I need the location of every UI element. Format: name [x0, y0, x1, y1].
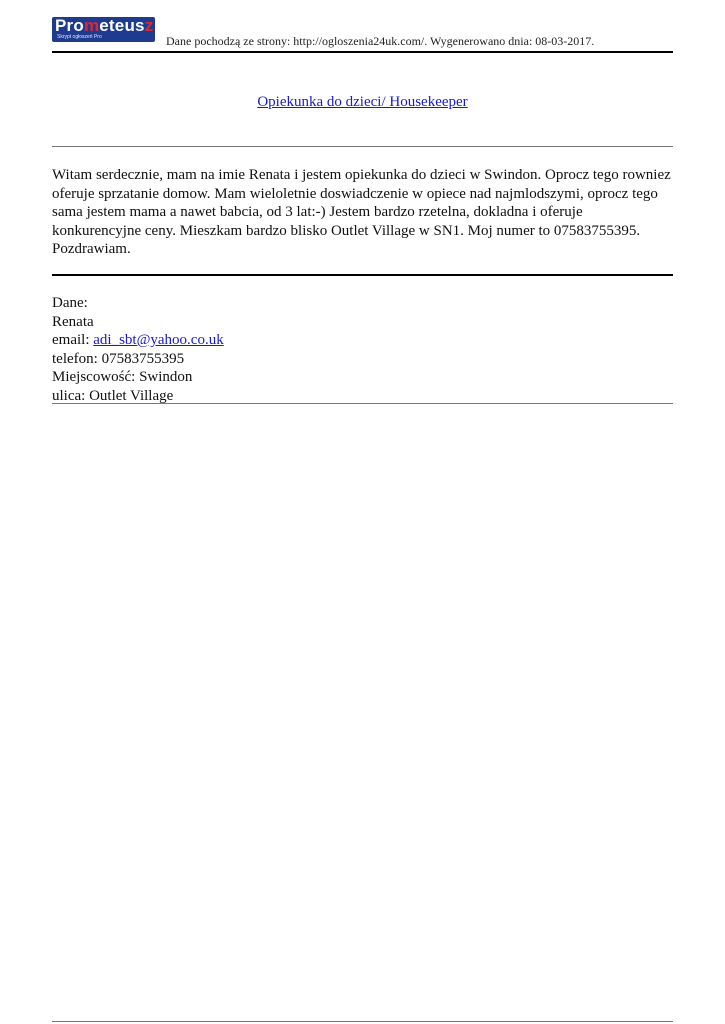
- details-heading: Dane:: [52, 295, 88, 311]
- footer-divider: [52, 1021, 673, 1022]
- contact-phone: telefon: 07583755395: [52, 350, 185, 367]
- email-label: email:: [52, 332, 94, 348]
- details-divider: [52, 403, 673, 404]
- contact-name: Renata: [52, 313, 94, 330]
- contact-city: Miejscowość: Swindon: [52, 369, 193, 385]
- listing-title: [0, 93, 725, 111]
- logo-tagline: Skrypt ogłoszeń Pro: [57, 34, 102, 40]
- listing-description: Witam serdecznie, mam na imie Renata i jestem opiekunka do dzieci w Swindon. Oprocz tego rowniez oferuje sprzatanie domow. Mam wieloletnie doswiadczenie w opiece nad najmlodszymi, oprocz tego sama jestem mama a nawet babcia, od 3 lat:-) Jestem bardzo rzetelna, dokladna i oferuje konkurencyjne ceny. Mieszkam bardzo blisko Outlet Village w SN1. Moj numer to 07583755395. Pozdrawiam.: [52, 167, 671, 257]
- contact-street: ulica: Outlet Village: [52, 387, 174, 404]
- contact-email-row: [52, 331, 224, 350]
- contact-details: [52, 294, 224, 405]
- email-link[interactable]: adi_sbt@yahoo.co.uk: [93, 332, 224, 348]
- description-divider: [52, 274, 673, 276]
- prometeusz-logo: [52, 17, 155, 42]
- title-divider: [52, 146, 673, 147]
- source-info: Dane pochodzą ze strony: http://ogloszenia24uk.com/. Wygenerowano dnia: 08-03-2017.: [166, 34, 595, 48]
- logo-word-part: eteus: [99, 17, 145, 35]
- logo-word-part: m: [83, 17, 100, 35]
- header-divider: [52, 51, 673, 53]
- listing-title-link[interactable]: Opiekunka do dzieci/ Housekeeper: [257, 94, 468, 110]
- logo-word-part: z: [144, 17, 154, 35]
- logo-word-part: Pro: [55, 17, 84, 35]
